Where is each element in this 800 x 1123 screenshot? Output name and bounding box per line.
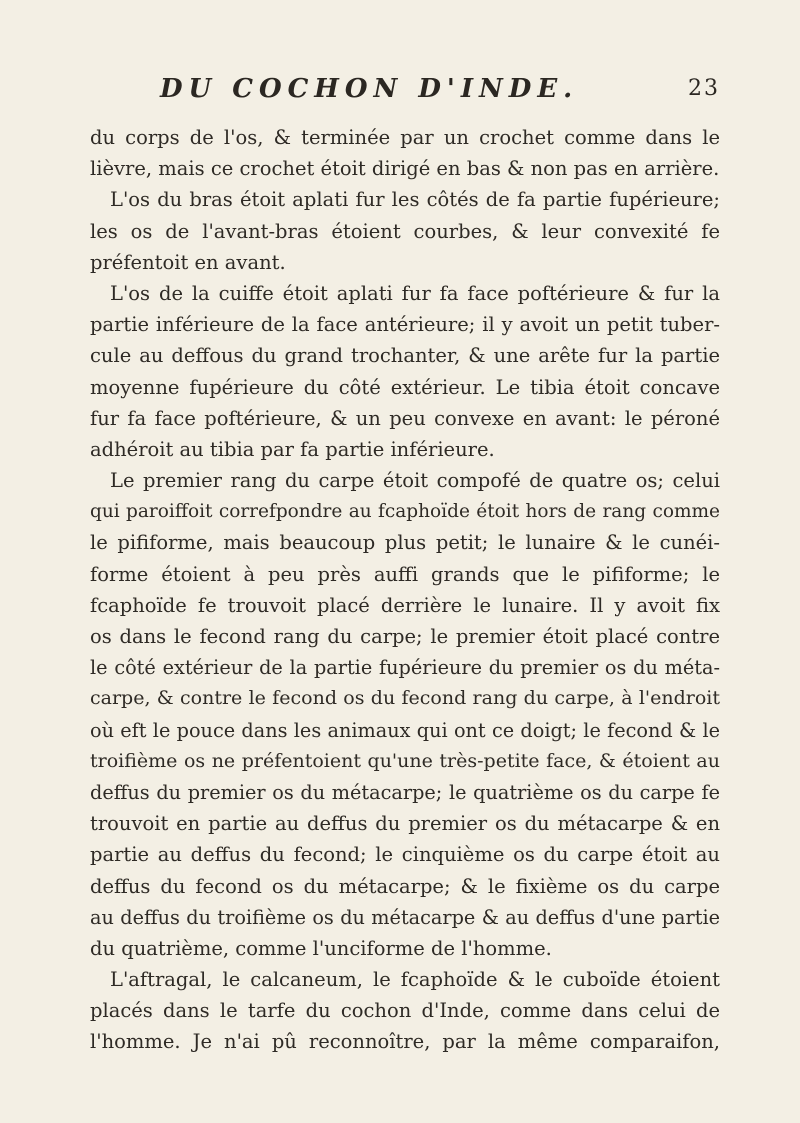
text-line: au deffus du troifième os du métacarpe & au deffus d'une partie (90, 905, 720, 929)
text-line: fcaphoïde fe trouvoit placé derrière le lunaire. Il y avoit fix (90, 593, 720, 617)
text-line: trouvoit en partie au deffus du premier os du métacarpe & en (90, 812, 720, 836)
text-line: où eft le pouce dans les animaux qui ont ce doigt; le fecond & le (90, 718, 720, 742)
text-line: placés dans le tarfe du cochon d'Inde, comme dans celui de (90, 999, 720, 1023)
text-line: os dans le fecond rang du carpe; le premier étoit placé contre (90, 625, 720, 648)
text-line: moyenne fupérieure du côté extérieur. Le tibia étoit concave (90, 375, 720, 399)
text-line: L'os de la cuiffe étoit aplati fur fa face poftérieure & fur la (110, 281, 720, 305)
text-line: cule au deffous du grand trochanter, & une arête fur la partie (90, 344, 720, 368)
text-line: préfentoit en avant. (90, 250, 286, 274)
text-line: deffus du fecond os du métacarpe; & le fixième os du carpe (90, 874, 720, 898)
text-line: partie inférieure de la face antérieure; il y avoit un petit tuber- (90, 313, 720, 337)
text-line: l'homme. Je n'ai pû reconnoître, par la même comparaifon, (90, 1030, 720, 1054)
text-line: partie au deffus du fecond; le cinquième os du carpe étoit au (90, 843, 720, 867)
text-line: troifième os ne préfentoient qu'une très-petite face, & étoient au (90, 749, 720, 772)
text-line: L'os du bras étoit aplati fur les côtés de fa partie fupérieure; (110, 188, 720, 212)
text-line: L'aftragal, le calcaneum, le fcaphoïde & le cuboïde étoient (110, 968, 720, 992)
text-line: le côté extérieur de la partie fupérieure du premier os du méta- (90, 656, 720, 680)
text-line: qui paroiffoit correfpondre au fcaphoïde étoit hors de rang comme (90, 501, 720, 523)
text-line: deffus du premier os du métacarpe; le quatrième os du carpe fe (90, 780, 720, 804)
text-line: du quatrième, comme l'unciforme de l'homme. (90, 936, 552, 960)
text-line: carpe, & contre le fecond os du fecond rang du carpe, à l'endroit (90, 687, 720, 710)
text-line: les os de l'avant-bras étoient courbes, & leur convexité fe (90, 219, 720, 243)
text-line: adhéroit au tibia par fa partie inférieure. (90, 437, 495, 461)
body-text (90, 122, 720, 1058)
page-number: 23 (688, 76, 720, 101)
running-head-title: DU COCHON D'INDE. (160, 74, 579, 104)
text-line: forme étoient à peu près auffi grands que le pififorme; le (90, 562, 720, 586)
text-line: le pififorme, mais beaucoup plus petit; le lunaire & le cunéi- (90, 531, 720, 555)
text-line: Le premier rang du carpe étoit compofé de quatre os; celui (110, 469, 720, 493)
text-line: lièvre, mais ce crochet étoit dirigé en bas & non pas en arrière. (90, 157, 720, 181)
text-line: du corps de l'os, & terminée par un crochet comme dans le (90, 126, 720, 149)
running-head (160, 74, 720, 110)
text-line: fur fa face poftérieure, & un peu convexe en avant: le péroné (90, 406, 720, 430)
